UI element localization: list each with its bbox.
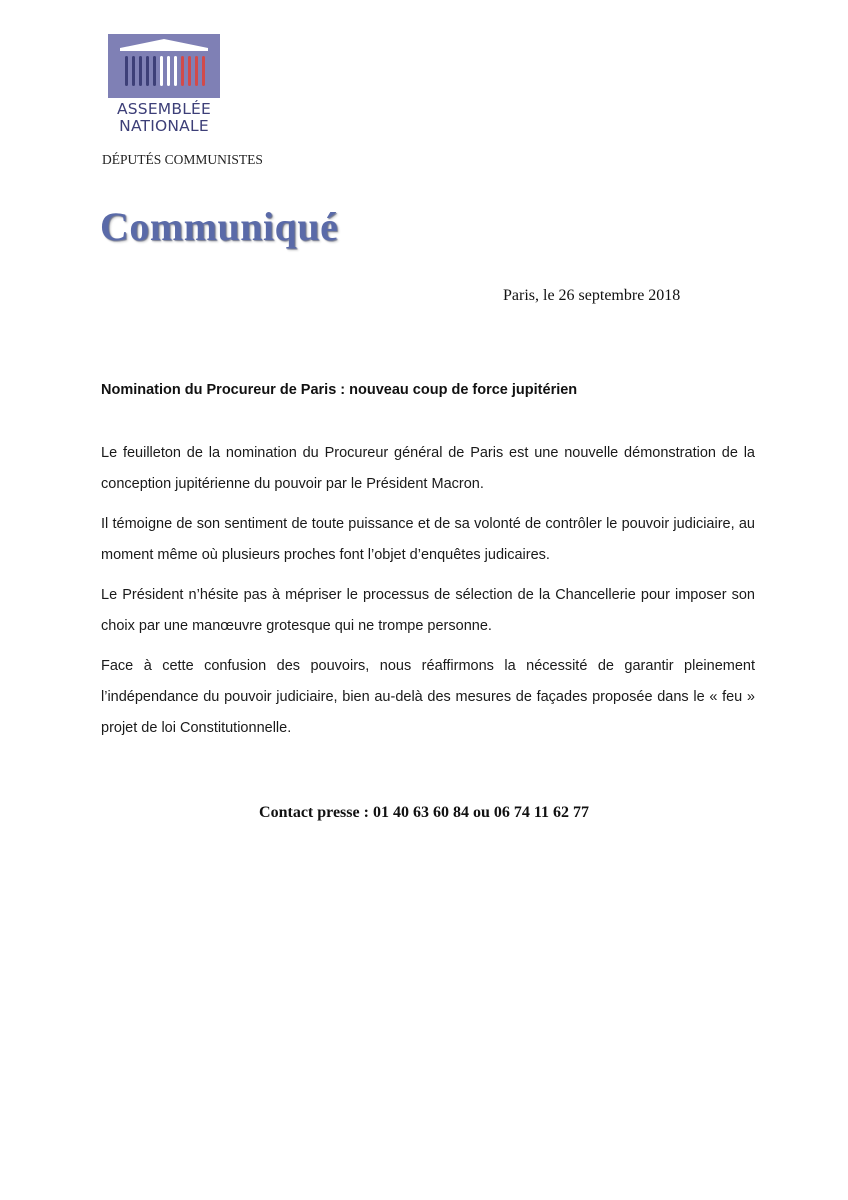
press-release-headline: Nomination du Procureur de Paris : nouveau coup de force jupitérien bbox=[101, 382, 578, 398]
logo-text-line2: NATIONALE bbox=[119, 117, 209, 135]
date-line: Paris, le 26 septembre 2018 bbox=[503, 287, 681, 304]
body-paragraph: Face à cette confusion des pouvoirs, nous réaffirmons la nécessité de garantir pleinement l’indépendance du pouvoir judiciaire, bien au-delà des mesures de façades proposée dans le « feu » projet de loi Constitutionnelle. bbox=[101, 658, 755, 736]
body-paragraph: Le Président n’hésite pas à mépriser le processus de sélection de la Chancellerie pour imposer son choix par une manœuvre grotesque qui ne trompe personne. bbox=[101, 587, 755, 634]
parliamentary-group-label: DÉPUTÉS COMMUNISTES bbox=[102, 152, 263, 167]
assembly-building-icon bbox=[108, 34, 220, 98]
logo-text-line1: ASSEMBLÉE bbox=[116, 100, 212, 118]
body-paragraph: Il témoigne de son sentiment de toute puissance et de sa volonté de contrôler le pouvoir judiciaire, au moment même où plusieurs proches font l’objet d’enquêtes judicaires. bbox=[101, 516, 755, 563]
press-contact: Contact presse : 01 40 63 60 84 ou 06 74 11 62 77 bbox=[259, 804, 589, 821]
body-text bbox=[101, 438, 755, 753]
document-title: Communiqué bbox=[100, 204, 339, 249]
assemblee-nationale-logo bbox=[108, 34, 220, 138]
body-paragraph: Le feuilleton de la nomination du Procureur général de Paris est une nouvelle démonstration de la conception jupitérienne du pouvoir par le Président Macron. bbox=[101, 445, 755, 492]
